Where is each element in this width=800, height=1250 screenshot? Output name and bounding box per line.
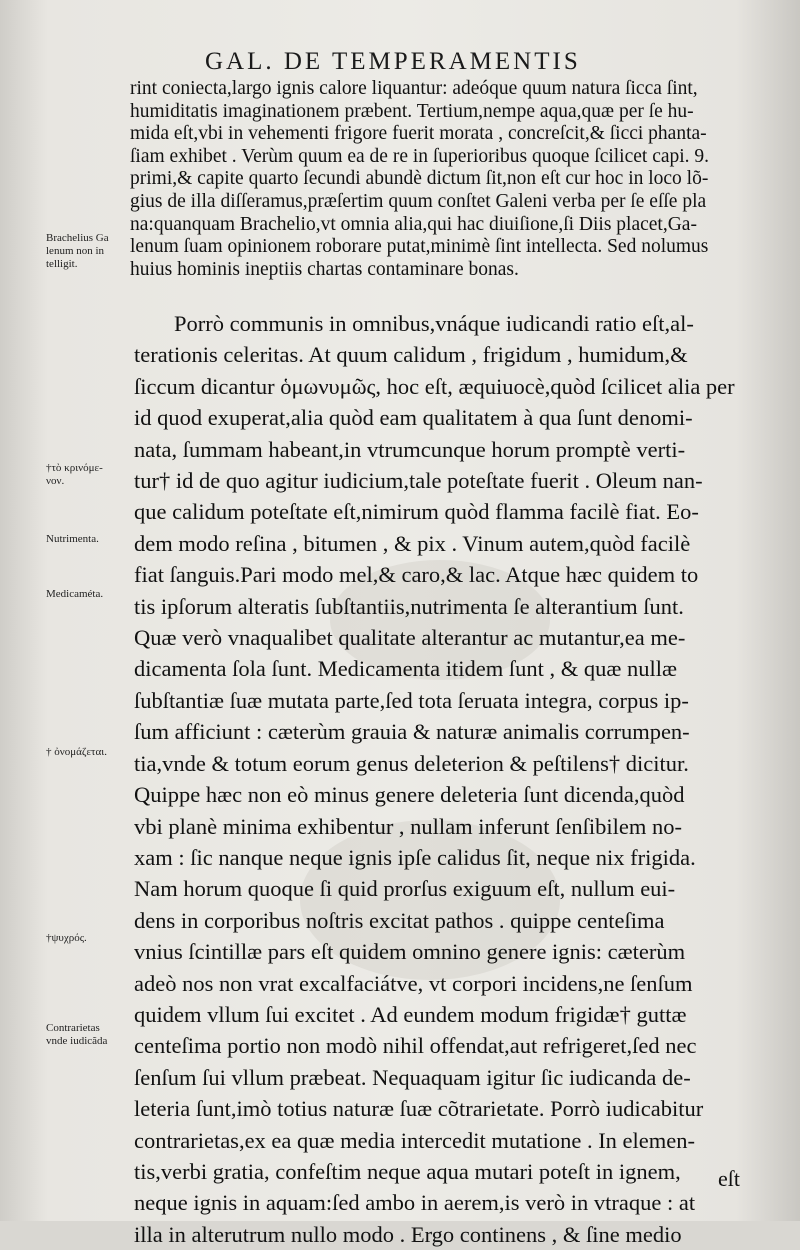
text-line: adeò nos non vrat excalfaciátve, vt corpori incidens,ne ſenſum: [134, 970, 693, 996]
text-line: ſum afficiunt : cæterùm grauia & naturæ animalis corrumpen-: [134, 719, 690, 745]
paragraph-1: [130, 78, 770, 281]
text-line: lenum ſuam opinionem roborare putat,minimè ſint intellecta. Sed nolumus: [130, 236, 709, 258]
margin-note-onomazetai: † ὀνομάζεται.: [46, 746, 107, 758]
text-line: gius de illa diſſeramus,præſertim quum conſtet Galeni verba per ſe eſſe pla: [130, 190, 707, 212]
text-line: ſiccum dicantur ὁμωνυμῶς, hoc eſt, æquiuocè,quòd ſcilicet alia per: [134, 373, 735, 399]
text-line: mida eſt,vbi in vehementi frigore fuerit morata , concreſcit,& ſicci phanta-: [130, 123, 707, 145]
text-line: Quippe hæc non eò minus genere deleteria ſunt dicenda,quòd: [134, 782, 685, 808]
text-line: huius hominis ineptiis chartas contaminare bonas.: [130, 258, 519, 280]
running-header: GAL. DE TEMPERAMENTIS: [205, 48, 581, 75]
text-line: leteria ſunt,imò totius naturæ ſuæ cõtrarietate. Porrò iudicabitur: [134, 1096, 704, 1122]
margin-note-line: lenum non in: [46, 245, 105, 257]
paragraph-2: [134, 308, 774, 1250]
margin-note-line: Brachelius Ga: [46, 232, 109, 244]
margin-note-krinomenon: [46, 462, 128, 488]
text-line: contrarietas,ex ea quæ media intercedit mutatione . In elemen-: [134, 1127, 696, 1153]
text-line: Nam horum quoque ſi quid prorſus exiguum eſt, nullum eui-: [134, 876, 676, 902]
text-line: centeſima portio non modò nihil offendat,aut refrigeret,ſed nec: [134, 1033, 697, 1059]
text-line: tis ipſorum alteratis ſubſtantiis,nutrimenta ſe alterantium ſunt.: [134, 593, 684, 619]
text-line: dem modo reſina , bitumen , & pix . Vinum autem,quòd facilè: [134, 530, 691, 556]
text-line: dens in corporibus noſtris excitat pathos . quippe centeſima: [134, 907, 665, 933]
text-line: ſiam exhibet . Verùm quum ea de re in ſuperioribus quoque ſcilicet capi. 9.: [130, 145, 710, 167]
text-line: ſubſtantiæ ſuæ mutata parte,ſed tota ſeruata integra, corpus ip-: [134, 687, 689, 713]
margin-note-medicamenta: Medicaméta.: [46, 588, 104, 600]
text-line: ſenſum ſui vllum præbeat. Nequaquam igitur ſic iudicanda de-: [134, 1064, 691, 1090]
text-line: vnius ſcintillæ pars eſt quidem omnino genere ignis: cæterùm: [134, 939, 686, 965]
text-line: Porrò communis in omnibus,vnáque iudicandi ratio eſt,al-: [174, 311, 694, 336]
margin-note-line: νον.: [46, 475, 65, 487]
margin-note-line: †τὸ κρινόμε-: [46, 462, 103, 474]
text-line: xam : ſic nanque neque ignis ipſe calidus ſit, neque nix frigida.: [134, 844, 696, 870]
text-line: humiditatis imaginationem præbent. Tertium,nempe aqua,quæ per ſe hu-: [130, 100, 694, 122]
text-line: illa in alterutrum nullo modo . Ergo continens , & ſine medio: [134, 1221, 682, 1247]
text-line: terationis celeritas. At quum calidum , frigidum , humidum,&: [134, 342, 688, 368]
margin-note-contrarietas: [46, 1022, 128, 1048]
text-line: fiat ſanguis.Pari modo mel,& caro,& lac. Atque hæc quidem to: [134, 562, 699, 588]
margin-note-line: Contrarietas: [46, 1022, 100, 1034]
text-line: neque ignis in aquam:ſed ambo in aerem,is verò in vtraque : at: [134, 1190, 696, 1216]
text-line: primi,& capite quarto ſecundi abundè dictum ſit,non eſt cur hoc in loco lõ-: [130, 168, 709, 190]
text-line: vbi planè minima exhibentur , nullam inferunt ſenſibilem no-: [134, 813, 682, 839]
text-line: nata, ſummam habeant,in vtrumcunque horum promptè verti-: [134, 436, 686, 462]
margin-note-psychros: †ψυχρός.: [46, 932, 87, 944]
margin-note-line: vnde iudicãda: [46, 1035, 108, 1047]
text-line: que calidum poteſtate eſt,nimirum quòd flamma facilè fiat. Eo-: [134, 499, 699, 525]
text-line: tur† id de quo agitur iudicium,tale poteſtate fuerit . Oleum nan-: [134, 468, 703, 494]
text-line: dicamenta ſola ſunt. Medicamenta itidem ſunt , & quæ nullæ: [134, 656, 678, 682]
text-line: rint coniecta,largo ignis calore liquantur: adeóque quum natura ſicca ſint,: [130, 78, 698, 99]
catchword: eſt: [718, 1166, 740, 1191]
text-line: id quod exuperat,alia quòd eam qualitatem à qua ſunt denomi-: [134, 405, 693, 431]
text-line: quidem vllum ſui excitet . Ad eundem modum frigidæ† guttæ: [134, 1001, 687, 1027]
margin-note-brachelius: [46, 232, 128, 271]
margin-note-line: telligit.: [46, 258, 78, 270]
text-line: na:quanquam Brachelio,vt omnia alia,qui hac diuiſione,ſi Diis placet,Ga-: [130, 213, 697, 235]
text-line: tia,vnde & totum eorum genus deleterion & peſtilens† dicitur.: [134, 750, 689, 776]
margin-note-nutrimenta: Nutrimenta.: [46, 533, 99, 545]
text-line: tis,verbi gratia, confeſtim neque aqua mutari poteſt in ignem,: [134, 1158, 681, 1184]
text-line: Quæ verò vnaqualibet qualitate alterantur ac mutantur,ea me-: [134, 625, 686, 651]
